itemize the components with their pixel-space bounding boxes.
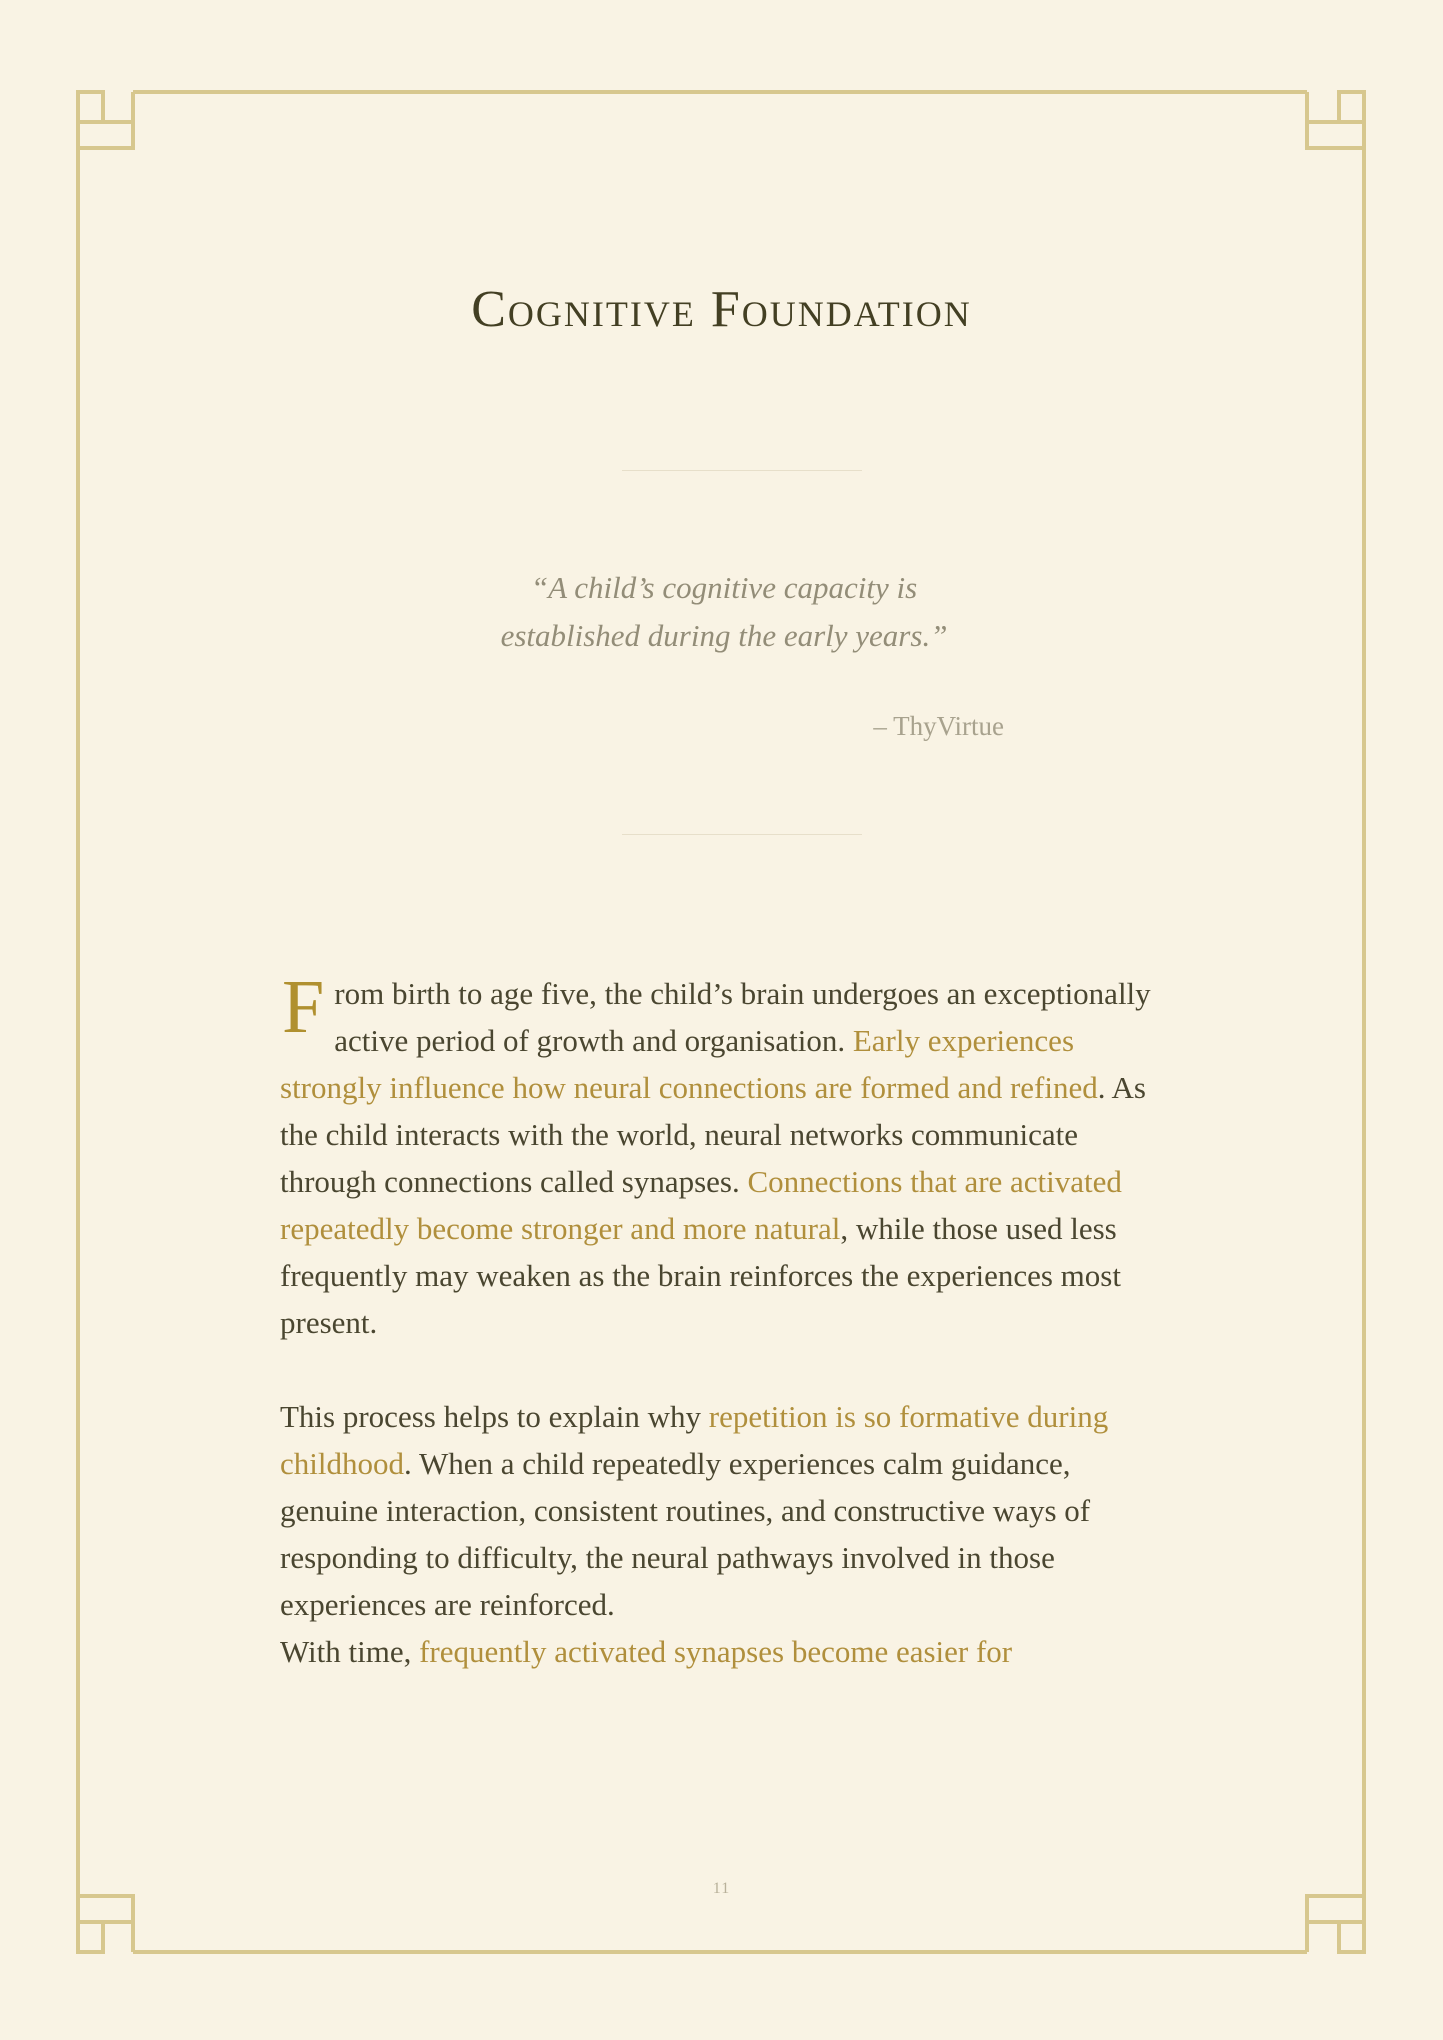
divider-top <box>622 470 862 471</box>
paragraph-2-text-1: This process helps to explain why <box>280 1399 709 1434</box>
paragraph-1-highlight-1: Early experiences strongly influence how neural connections are formed and refined <box>280 1023 1098 1105</box>
paragraph-1-text-2: . As the child interacts with the world, neural networks communicate through connections called synapses. <box>280 1070 1146 1199</box>
page-number: 11 <box>712 1880 731 1897</box>
paragraph-3-highlight-1: frequently activated synapses become easier for <box>419 1634 1013 1669</box>
paragraph-1-highlight-2: Connections that are activated repeatedly become stronger and more natural <box>280 1164 1122 1246</box>
paragraph-3 <box>280 1628 1170 1675</box>
quote-line-1: “A child’s cognitive capacity is <box>530 570 918 605</box>
quote-attribution: – ThyVirtue <box>873 711 1004 741</box>
paragraph-1-text-3: , while those used less frequently may weaken as the brain reinforces the experiences most present. <box>280 1211 1121 1340</box>
quote-line-2: established during the early years.” <box>500 618 948 653</box>
body-text <box>280 965 1170 1675</box>
paragraph-3-text-1: With time, <box>280 1634 420 1669</box>
paragraph-2-highlight-1: repetition is so formative during childhood <box>280 1399 1109 1481</box>
divider-bottom <box>622 834 862 835</box>
paragraph-1 <box>280 965 1170 1346</box>
paragraph-2 <box>280 1393 1170 1628</box>
epigraph-quote <box>400 564 1048 660</box>
paragraph-2-text-2: . When a child repeatedly experiences calm guidance, genuine interaction, consistent routines, and constructive ways of responding to difficulty, the neural pathways involved in those experiences are reinforced. <box>280 1446 1091 1622</box>
page-title: Cognitive Foundation <box>471 281 972 338</box>
paragraph-1-text-1: rom birth to age five, the child’s brain undergoes an exceptionally active period of growth and organisation. <box>334 976 1151 1058</box>
drop-cap: F <box>282 965 325 1049</box>
